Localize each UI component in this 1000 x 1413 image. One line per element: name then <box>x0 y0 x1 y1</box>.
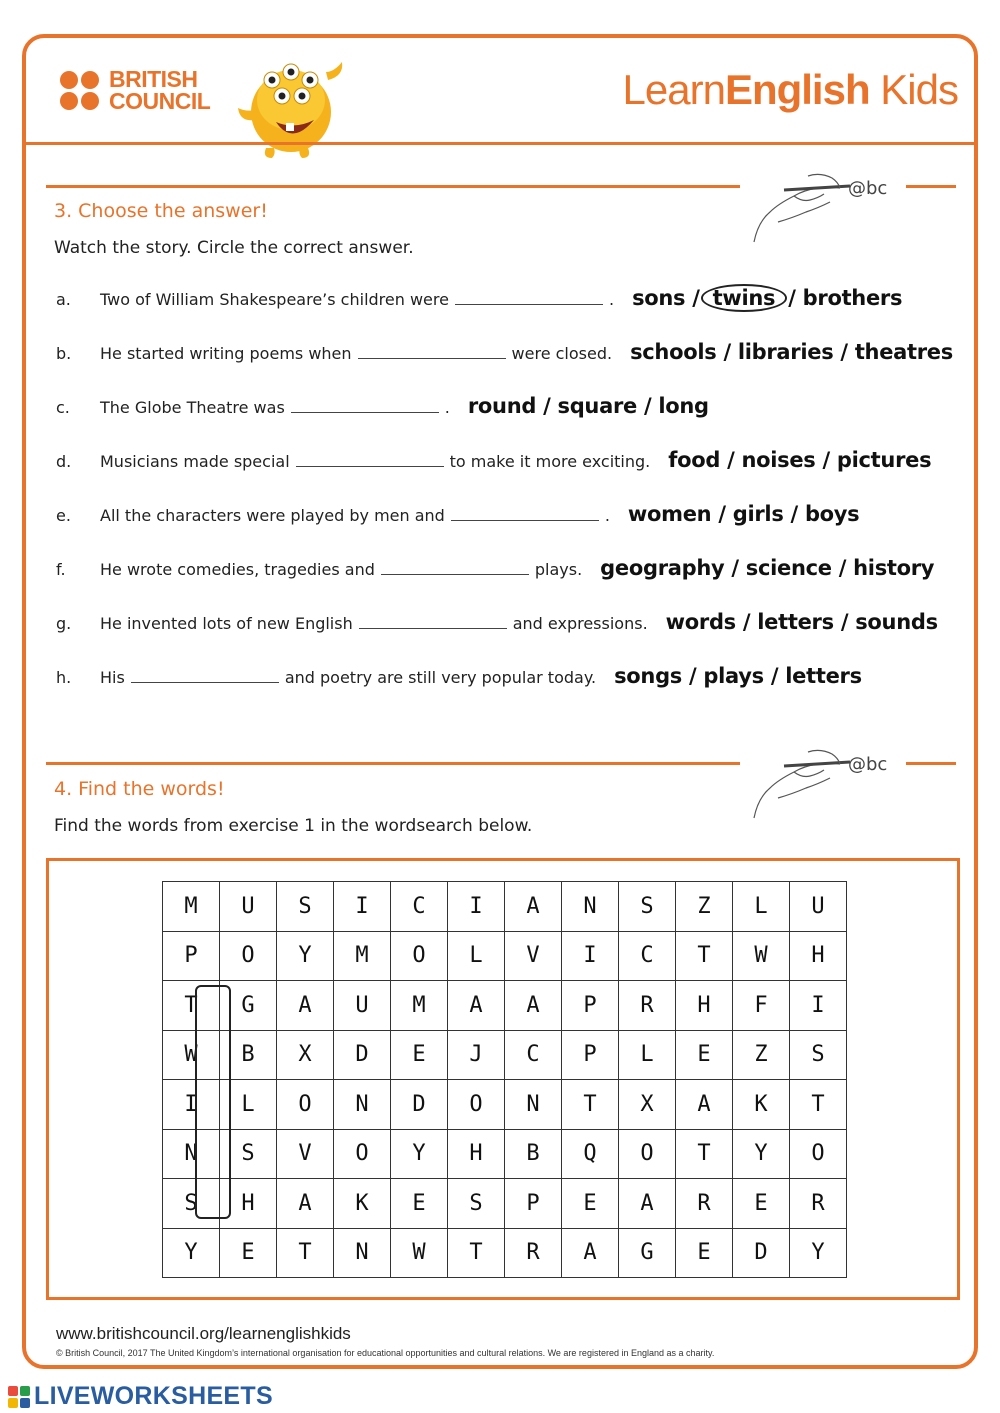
hand-writing-icon-2 <box>748 742 908 820</box>
question-text: His <box>100 668 125 687</box>
header-divider <box>26 142 974 145</box>
wordsearch-cell[interactable]: I <box>790 981 847 1031</box>
question-text-after: plays. <box>534 560 583 579</box>
answer-option[interactable]: twins <box>701 284 788 312</box>
answer-blank[interactable] <box>291 399 439 413</box>
wordsearch-cell[interactable]: F <box>733 981 790 1031</box>
answer-option[interactable]: sons <box>632 286 686 310</box>
answer-option[interactable]: noises <box>741 448 816 472</box>
answer-option[interactable]: songs <box>614 664 683 688</box>
answer-option[interactable]: plays <box>703 664 764 688</box>
answer-option[interactable]: pictures <box>836 448 932 472</box>
answer-option[interactable]: theatres <box>854 340 953 364</box>
wordsearch-cell[interactable]: Q <box>562 1129 619 1179</box>
wordsearch-cell[interactable]: P <box>562 981 619 1031</box>
wordsearch-cell[interactable]: E <box>391 1179 448 1229</box>
wordsearch-cell[interactable]: S <box>220 1129 277 1179</box>
question-text: The Globe Theatre was <box>100 398 285 417</box>
answer-options <box>628 502 859 526</box>
wordsearch-cell[interactable]: S <box>277 882 334 932</box>
bc-logo-line1: BRITISH <box>109 66 198 92</box>
wordsearch-cell[interactable]: I <box>334 882 391 932</box>
answer-options <box>630 340 953 364</box>
wordsearch-cell[interactable]: L <box>220 1080 277 1130</box>
wordsearch-cell[interactable]: Z <box>733 1030 790 1080</box>
wordsearch-cell[interactable]: N <box>562 882 619 932</box>
option-separator: / <box>833 340 855 364</box>
wordsearch-cell[interactable]: N <box>334 1080 391 1130</box>
question-row <box>56 664 862 694</box>
answer-option[interactable]: women <box>627 502 712 526</box>
wordsearch-cell[interactable]: P <box>505 1179 562 1229</box>
question-text-after: . <box>608 290 615 309</box>
wordsearch-cell[interactable]: T <box>790 1080 847 1130</box>
section3-instruction: Watch the story. Circle the correct answer. <box>54 238 414 258</box>
wordsearch-cell[interactable]: D <box>733 1228 790 1278</box>
wordsearch-row <box>163 1030 847 1080</box>
option-separator: / <box>833 610 856 634</box>
answer-blank[interactable] <box>131 669 279 683</box>
answer-option[interactable]: schools <box>630 340 717 364</box>
answer-options <box>668 448 931 472</box>
wordsearch-row <box>163 1228 847 1278</box>
wordsearch-cell[interactable]: K <box>733 1080 790 1130</box>
wordsearch-cell[interactable]: L <box>448 931 505 981</box>
question-letter: g. <box>56 614 72 633</box>
wordsearch-cell[interactable]: Y <box>163 1228 220 1278</box>
wordsearch-cell[interactable]: A <box>448 981 505 1031</box>
wordsearch-cell[interactable]: N <box>334 1228 391 1278</box>
found-word-highlight <box>195 985 231 1219</box>
answer-blank[interactable] <box>455 291 603 305</box>
wordsearch-cell[interactable]: R <box>619 981 676 1031</box>
wordsearch-cell[interactable]: G <box>619 1228 676 1278</box>
answer-option[interactable]: science <box>745 556 832 580</box>
wordsearch-cell[interactable]: A <box>505 981 562 1031</box>
wordsearch-cell[interactable]: T <box>562 1080 619 1130</box>
wordsearch-cell[interactable]: P <box>562 1030 619 1080</box>
wordsearch-cell[interactable]: O <box>277 1080 334 1130</box>
wordsearch-cell[interactable]: R <box>676 1179 733 1229</box>
answer-option[interactable]: libraries <box>737 340 834 364</box>
wordsearch-cell[interactable]: P <box>163 931 220 981</box>
question-letter: c. <box>56 398 70 417</box>
section4-instruction: Find the words from exercise 1 in the wordsearch below. <box>54 816 533 836</box>
wordsearch-cell[interactable]: S <box>448 1179 505 1229</box>
answer-options <box>468 394 709 418</box>
wordsearch-cell[interactable]: B <box>505 1129 562 1179</box>
answer-option[interactable]: food <box>668 448 721 472</box>
header <box>26 38 974 142</box>
option-separator: / <box>720 448 742 472</box>
wordsearch-cell[interactable]: U <box>220 882 277 932</box>
wordsearch-cell[interactable]: M <box>391 981 448 1031</box>
question-text-after: . <box>604 506 610 525</box>
wordsearch-cell[interactable]: A <box>277 1179 334 1229</box>
answer-option[interactable]: letters <box>757 610 834 634</box>
wordsearch-cell[interactable]: V <box>505 931 562 981</box>
wordsearch-cell[interactable]: T <box>676 1129 733 1179</box>
section3-title: 3. Choose the answer! <box>54 200 268 222</box>
answer-option[interactable]: long <box>658 394 709 418</box>
question-text: He started writing poems when <box>100 344 352 363</box>
answer-option[interactable]: sounds <box>855 610 938 634</box>
option-separator: / <box>724 556 746 580</box>
section3-rule-right <box>906 185 956 188</box>
liveworksheets-icon-square <box>8 1398 18 1408</box>
question-text-after: were closed. <box>511 344 613 363</box>
answer-options <box>614 664 862 688</box>
wordsearch-cell[interactable]: J <box>448 1030 505 1080</box>
option-separator: / <box>815 448 837 472</box>
option-separator: / <box>636 394 659 418</box>
wordsearch-cell[interactable]: W <box>733 931 790 981</box>
answer-option[interactable]: history <box>853 556 935 580</box>
wordsearch-cell[interactable]: M <box>163 882 220 932</box>
question-letter: b. <box>56 344 72 363</box>
wordsearch-cell[interactable]: Z <box>676 882 733 932</box>
wordsearch-cell[interactable]: T <box>277 1228 334 1278</box>
wordsearch-cell[interactable]: C <box>505 1030 562 1080</box>
wordsearch-cell[interactable]: Y <box>733 1129 790 1179</box>
wordsearch-cell[interactable]: O <box>619 1129 676 1179</box>
wordsearch-cell[interactable]: E <box>676 1228 733 1278</box>
question-text-after: and expressions. <box>512 614 648 633</box>
wordsearch-cell[interactable]: H <box>676 981 733 1031</box>
option-separator: / <box>685 286 707 310</box>
wordsearch-cell[interactable]: Y <box>391 1129 448 1179</box>
question-row <box>56 286 902 316</box>
footer-url[interactable]: www.britishcouncil.org/learnenglishkids <box>56 1324 351 1343</box>
wordsearch-cell[interactable]: R <box>505 1228 562 1278</box>
question-letter: h. <box>56 668 72 687</box>
wordsearch-cell[interactable]: C <box>619 931 676 981</box>
option-separator: / <box>781 286 803 310</box>
question-text-after: and poetry are still very popular today. <box>284 668 597 687</box>
answer-blank[interactable] <box>359 615 507 629</box>
wordsearch-row <box>163 1080 847 1130</box>
answer-option[interactable]: brothers <box>802 286 903 310</box>
liveworksheets-icon-square <box>20 1386 30 1396</box>
wordsearch-cell[interactable]: L <box>619 1030 676 1080</box>
wordsearch-cell[interactable]: H <box>220 1179 277 1229</box>
wordsearch-cell[interactable]: H <box>790 931 847 981</box>
wordsearch-cell[interactable]: H <box>448 1129 505 1179</box>
answer-options <box>632 286 902 310</box>
wordsearch-cell[interactable]: O <box>334 1129 391 1179</box>
answer-blank[interactable] <box>358 345 506 359</box>
wordsearch-cell[interactable]: T <box>448 1228 505 1278</box>
wordsearch-cell[interactable]: Y <box>790 1228 847 1278</box>
wordsearch-cell[interactable]: C <box>391 882 448 932</box>
wordsearch-cell[interactable]: O <box>448 1080 505 1130</box>
wordsearch-grid <box>162 881 847 1278</box>
question-letter: e. <box>56 506 71 525</box>
answer-option[interactable]: words <box>665 610 736 634</box>
option-separator: / <box>831 556 854 580</box>
wordsearch-cell[interactable]: U <box>334 981 391 1031</box>
wordsearch-cell[interactable]: M <box>334 931 391 981</box>
wordsearch-cell[interactable]: N <box>163 1129 220 1179</box>
wordsearch-cell[interactable]: I <box>163 1080 220 1130</box>
liveworksheets-icon <box>8 1386 30 1408</box>
hand-icon-letters: @bc <box>848 178 888 199</box>
question-text-after: to make it more exciting. <box>449 452 651 471</box>
wordsearch-row <box>163 882 847 932</box>
wordsearch-cell[interactable]: X <box>619 1080 676 1130</box>
wordsearch-cell[interactable]: B <box>220 1030 277 1080</box>
wordsearch-cell[interactable]: I <box>448 882 505 932</box>
question-text: Two of William Shakespeare’s children were <box>100 290 449 309</box>
question-row <box>56 502 859 532</box>
wordsearch-cell[interactable]: U <box>790 882 847 932</box>
wordsearch-row <box>163 1179 847 1229</box>
wordsearch-cell[interactable]: E <box>391 1030 448 1080</box>
option-separator: / <box>716 340 738 364</box>
answer-option[interactable]: geography <box>600 556 725 580</box>
wordsearch-cell[interactable]: O <box>790 1129 847 1179</box>
wordsearch-cell[interactable]: E <box>733 1179 790 1229</box>
question-text: Musicians made special <box>100 452 290 471</box>
answer-blank[interactable] <box>451 507 599 521</box>
hand-icon-letters-2: @bc <box>848 754 888 775</box>
option-separator: / <box>536 394 558 418</box>
hand-writing-icon <box>748 166 908 244</box>
question-text: All the characters were played by men and <box>100 506 445 525</box>
bc-logo-line2: COUNCIL <box>109 88 211 114</box>
wordsearch-cell[interactable]: I <box>562 931 619 981</box>
question-text-after: . <box>444 398 450 417</box>
learnenglish-kids-logo: LearnEnglish Kids <box>622 66 958 113</box>
wordsearch-cell[interactable]: T <box>676 931 733 981</box>
wordsearch-cell[interactable]: A <box>619 1179 676 1229</box>
wordsearch-box <box>46 858 960 1300</box>
monster-mascot-icon <box>232 50 350 162</box>
wordsearch-cell[interactable]: O <box>391 931 448 981</box>
wordsearch-cell[interactable]: S <box>790 1030 847 1080</box>
wordsearch-row <box>163 931 847 981</box>
question-letter: f. <box>56 560 66 579</box>
wordsearch-cell[interactable]: W <box>163 1030 220 1080</box>
wordsearch-cell[interactable]: O <box>220 931 277 981</box>
wordsearch-cell[interactable]: A <box>505 882 562 932</box>
british-council-dots-icon <box>60 71 99 110</box>
british-council-logo <box>60 68 210 112</box>
wordsearch-cell[interactable]: X <box>277 1030 334 1080</box>
worksheet-frame <box>22 34 978 1369</box>
wordsearch-cell[interactable]: E <box>220 1228 277 1278</box>
section4-rule-right <box>906 762 956 765</box>
option-separator: / <box>783 502 805 526</box>
liveworksheets-icon-square <box>8 1386 18 1396</box>
question-letter: a. <box>56 290 71 309</box>
question-row <box>56 448 931 478</box>
wordsearch-cell[interactable]: D <box>391 1080 448 1130</box>
answer-option[interactable]: girls <box>732 502 784 526</box>
footer-copyright: © British Council, 2017 The United Kingdom’s international organisation for educational opportunities and cultural relations. We are registered in England as a charity. <box>56 1348 715 1358</box>
wordsearch-cell[interactable]: S <box>163 1179 220 1229</box>
question-letter: d. <box>56 452 72 471</box>
wordsearch-row <box>163 981 847 1031</box>
question-row <box>56 556 934 586</box>
option-separator: / <box>682 664 704 688</box>
question-row <box>56 394 709 424</box>
section4-rule-left <box>46 762 740 765</box>
option-separator: / <box>735 610 758 634</box>
wordsearch-cell[interactable]: N <box>505 1080 562 1130</box>
wordsearch-cell[interactable]: A <box>676 1080 733 1130</box>
question-text: He wrote comedies, tragedies and <box>100 560 375 579</box>
liveworksheets-logo[interactable] <box>8 1382 273 1411</box>
wordsearch-cell[interactable]: D <box>334 1030 391 1080</box>
wordsearch-row <box>163 1129 847 1179</box>
wordsearch-cell[interactable]: A <box>562 1228 619 1278</box>
option-separator: / <box>763 664 786 688</box>
wordsearch-cell[interactable]: G <box>220 981 277 1031</box>
section3-rule-left <box>46 185 740 188</box>
answer-blank[interactable] <box>296 453 444 467</box>
wordsearch-cell[interactable]: Y <box>277 931 334 981</box>
wordsearch-cell[interactable]: S <box>619 882 676 932</box>
answer-option[interactable]: letters <box>785 664 862 688</box>
option-separator: / <box>711 502 733 526</box>
section4-title: 4. Find the words! <box>54 778 225 800</box>
answer-option[interactable]: round <box>467 394 537 418</box>
answer-blank[interactable] <box>381 561 529 575</box>
answer-option[interactable]: boys <box>804 502 860 526</box>
question-text: He invented lots of new English <box>100 614 353 633</box>
wordsearch-cell[interactable]: K <box>334 1179 391 1229</box>
wordsearch-cell[interactable]: R <box>790 1179 847 1229</box>
answer-options <box>666 610 938 634</box>
wordsearch-cell[interactable]: E <box>562 1179 619 1229</box>
question-row <box>56 340 953 370</box>
wordsearch-cell[interactable]: A <box>277 981 334 1031</box>
liveworksheets-text: LIVEWORKSHEETS <box>34 1382 273 1410</box>
liveworksheets-icon-square <box>20 1398 30 1408</box>
wordsearch-cell[interactable]: W <box>391 1228 448 1278</box>
wordsearch-cell[interactable]: V <box>277 1129 334 1179</box>
wordsearch-cell[interactable]: E <box>676 1030 733 1080</box>
wordsearch-cell[interactable]: L <box>733 882 790 932</box>
question-row <box>56 610 938 640</box>
wordsearch-cell[interactable]: T <box>163 981 220 1031</box>
answer-option[interactable]: square <box>557 394 637 418</box>
answer-options <box>600 556 934 580</box>
